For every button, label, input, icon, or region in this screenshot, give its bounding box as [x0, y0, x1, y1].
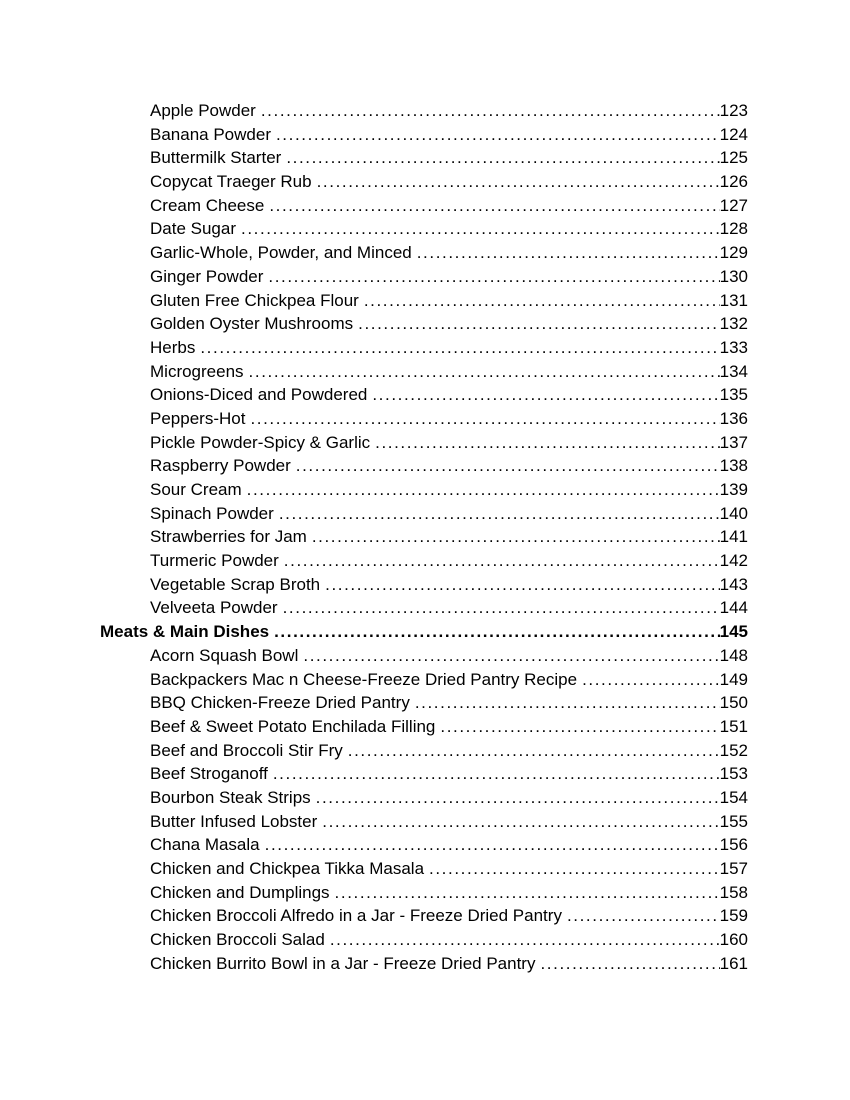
toc-entry — [100, 833, 748, 857]
toc-entry-label: Butter Infused Lobster — [150, 811, 318, 831]
toc-entry — [100, 312, 748, 336]
toc-leader-dots — [273, 762, 720, 786]
toc-entry — [100, 596, 748, 620]
toc-entry — [100, 289, 748, 313]
toc-entry — [100, 336, 748, 360]
toc-leader-dots — [372, 383, 719, 407]
toc-leader-dots — [540, 952, 719, 976]
toc-entry-label: Gluten Free Chickpea Flour — [150, 290, 359, 310]
toc-leader-dots — [250, 407, 719, 431]
toc-leader-dots — [265, 833, 720, 857]
toc-entry — [100, 99, 748, 123]
toc-entry — [100, 786, 748, 810]
toc-page-number: 150 — [719, 693, 748, 713]
toc-entry-label: Banana Powder — [150, 124, 271, 144]
toc-leader-dots — [303, 644, 719, 668]
toc-entry-label: Vegetable Scrap Broth — [150, 574, 321, 594]
toc-entry-label: Chicken Broccoli Salad — [150, 930, 325, 950]
toc-leader-dots — [316, 786, 720, 810]
toc-entry — [100, 383, 748, 407]
toc-page-number: 145 — [719, 622, 748, 642]
toc-entry-label: Meats & Main Dishes — [100, 622, 270, 642]
toc-entry — [100, 952, 748, 976]
toc-entry-label: Strawberries for Jam — [150, 527, 307, 547]
toc-entry — [100, 691, 748, 715]
toc-leader-dots — [415, 691, 720, 715]
toc-page-number: 157 — [719, 859, 748, 878]
toc-entry — [100, 668, 748, 692]
toc-entry-label: Bourbon Steak Strips — [150, 787, 311, 807]
toc-entry — [100, 810, 748, 834]
toc-entry-label: Velveeta Powder — [150, 598, 278, 618]
toc-page-number: 160 — [719, 930, 748, 950]
toc-leader-dots — [348, 739, 720, 763]
toc-entry-label: Chicken and Dumplings — [150, 882, 330, 902]
toc-page-number: 158 — [719, 882, 748, 902]
toc-entry-label: Microgreens — [150, 361, 244, 381]
toc-leader-dots — [261, 99, 720, 123]
toc-page-number: 133 — [719, 337, 748, 357]
toc-leader-dots — [268, 265, 719, 289]
toc-page-number: 159 — [719, 906, 748, 926]
toc-leader-dots — [417, 241, 720, 265]
toc-leader-dots — [286, 146, 719, 170]
toc-entry-label: Sour Cream — [150, 480, 242, 499]
toc-page-number: 131 — [719, 290, 748, 310]
toc-entry-label: Backpackers Mac n Cheese-Freeze Dried Pantry Recipe — [150, 669, 578, 689]
toc-entry — [100, 407, 748, 431]
toc-entry — [100, 241, 748, 265]
toc-page-number: 123 — [719, 101, 748, 120]
toc-leader-dots — [567, 904, 720, 928]
toc-entry — [100, 881, 748, 905]
toc-entry — [100, 620, 748, 644]
toc-entry — [100, 170, 748, 194]
toc-leader-dots — [200, 336, 719, 360]
toc-page-number: 141 — [719, 527, 748, 547]
toc-entry-label: Chicken and Chickpea Tikka Masala — [150, 859, 425, 878]
toc-page-number: 134 — [719, 361, 748, 381]
toc-entry-label: Buttermilk Starter — [150, 148, 282, 168]
toc-entry — [100, 857, 748, 881]
toc-entry-label: Garlic-Whole, Powder, and Minced — [150, 243, 412, 263]
toc-leader-dots — [241, 217, 720, 241]
toc-page-number: 126 — [719, 172, 748, 192]
toc-leader-dots — [276, 123, 720, 147]
toc-entry — [100, 146, 748, 170]
table-of-contents — [100, 99, 748, 975]
toc-entry-label: Apple Powder — [150, 101, 256, 120]
toc-entry-label: Copycat Traeger Rub — [150, 172, 312, 192]
toc-page-number: 142 — [719, 551, 748, 571]
toc-entry — [100, 573, 748, 597]
toc-entry — [100, 549, 748, 573]
toc-entry — [100, 928, 748, 952]
toc-page-number: 153 — [719, 764, 748, 784]
toc-leader-dots — [283, 596, 720, 620]
toc-page-number: 127 — [719, 195, 748, 215]
toc-entry-label: Pickle Powder-Spicy & Garlic — [150, 432, 371, 452]
toc-leader-dots — [249, 360, 720, 384]
toc-page-number: 128 — [719, 219, 748, 239]
toc-leader-dots — [317, 170, 720, 194]
toc-entry — [100, 715, 748, 739]
toc-page-number: 143 — [719, 574, 748, 594]
toc-page-number: 148 — [719, 645, 748, 665]
toc-entry-label: Peppers-Hot — [150, 408, 246, 428]
toc-page-number: 140 — [719, 503, 748, 523]
toc-leader-dots — [279, 502, 720, 526]
toc-leader-dots — [440, 715, 719, 739]
toc-entry — [100, 762, 748, 786]
toc-page-number: 149 — [719, 669, 748, 689]
toc-entry-label: Herbs — [150, 337, 196, 357]
toc-entry-label: Onions-Diced and Powdered — [150, 385, 368, 405]
toc-entry — [100, 360, 748, 384]
toc-entry — [100, 265, 748, 289]
toc-entry-label: Spinach Powder — [150, 503, 274, 523]
toc-page-number: 124 — [719, 124, 748, 144]
toc-leader-dots — [330, 928, 720, 952]
toc-entry-label: Cream Cheese — [150, 195, 265, 215]
toc-entry-label: Beef & Sweet Potato Enchilada Filling — [150, 716, 436, 736]
toc-page-number: 156 — [719, 835, 748, 855]
toc-entry — [100, 502, 748, 526]
toc-entry-label: Chicken Burrito Bowl in a Jar - Freeze Dried Pantry — [150, 953, 536, 973]
toc-leader-dots — [325, 573, 720, 597]
toc-leader-dots — [322, 810, 719, 834]
toc-leader-dots — [364, 289, 720, 313]
toc-page-number: 130 — [719, 266, 748, 286]
toc-entry-label: Chicken Broccoli Alfredo in a Jar - Freeze Dried Pantry — [150, 906, 562, 926]
toc-page-number: 155 — [719, 811, 748, 831]
toc-entry-label: Beef and Broccoli Stir Fry — [150, 740, 343, 760]
toc-entry — [100, 525, 748, 549]
toc-entry-label: BBQ Chicken-Freeze Dried Pantry — [150, 693, 410, 713]
toc-page-number: 129 — [719, 243, 748, 263]
toc-page-number: 154 — [719, 787, 748, 807]
toc-leader-dots — [284, 549, 720, 573]
toc-page-number: 136 — [719, 408, 748, 428]
toc-entry-label: Acorn Squash Bowl — [150, 645, 299, 665]
toc-entry-label: Raspberry Powder — [150, 456, 291, 476]
toc-entry-label: Turmeric Powder — [150, 551, 279, 571]
toc-page-number: 161 — [719, 953, 748, 973]
toc-page-number: 138 — [719, 456, 748, 476]
toc-entry — [100, 123, 748, 147]
toc-entry — [100, 454, 748, 478]
toc-entry — [100, 431, 748, 455]
toc-leader-dots — [375, 431, 720, 455]
toc-entry-label: Golden Oyster Mushrooms — [150, 314, 354, 334]
toc-leader-dots — [429, 857, 720, 881]
toc-page-number: 132 — [719, 314, 748, 334]
toc-leader-dots — [296, 454, 720, 478]
toc-page-number: 139 — [719, 480, 748, 499]
toc-page-number: 151 — [719, 716, 748, 736]
toc-leader-dots — [582, 668, 720, 692]
toc-entry — [100, 194, 748, 218]
toc-entry — [100, 644, 748, 668]
toc-page-number: 152 — [719, 740, 748, 760]
toc-page-number: 137 — [719, 432, 748, 452]
toc-leader-dots — [312, 525, 720, 549]
toc-entry-label: Date Sugar — [150, 219, 236, 239]
toc-entry — [100, 904, 748, 928]
toc-leader-dots — [247, 478, 720, 502]
toc-entry — [100, 739, 748, 763]
toc-page-number: 144 — [719, 598, 748, 618]
toc-page-number: 125 — [719, 148, 748, 168]
toc-leader-dots — [269, 194, 719, 218]
toc-entry — [100, 478, 748, 502]
toc-leader-dots — [274, 620, 720, 644]
toc-page-number: 135 — [719, 385, 748, 405]
toc-entry-label: Chana Masala — [150, 835, 260, 855]
toc-entry-label: Beef Stroganoff — [150, 764, 268, 784]
toc-leader-dots — [358, 312, 719, 336]
toc-entry — [100, 217, 748, 241]
toc-entry-label: Ginger Powder — [150, 266, 264, 286]
toc-leader-dots — [335, 881, 720, 905]
